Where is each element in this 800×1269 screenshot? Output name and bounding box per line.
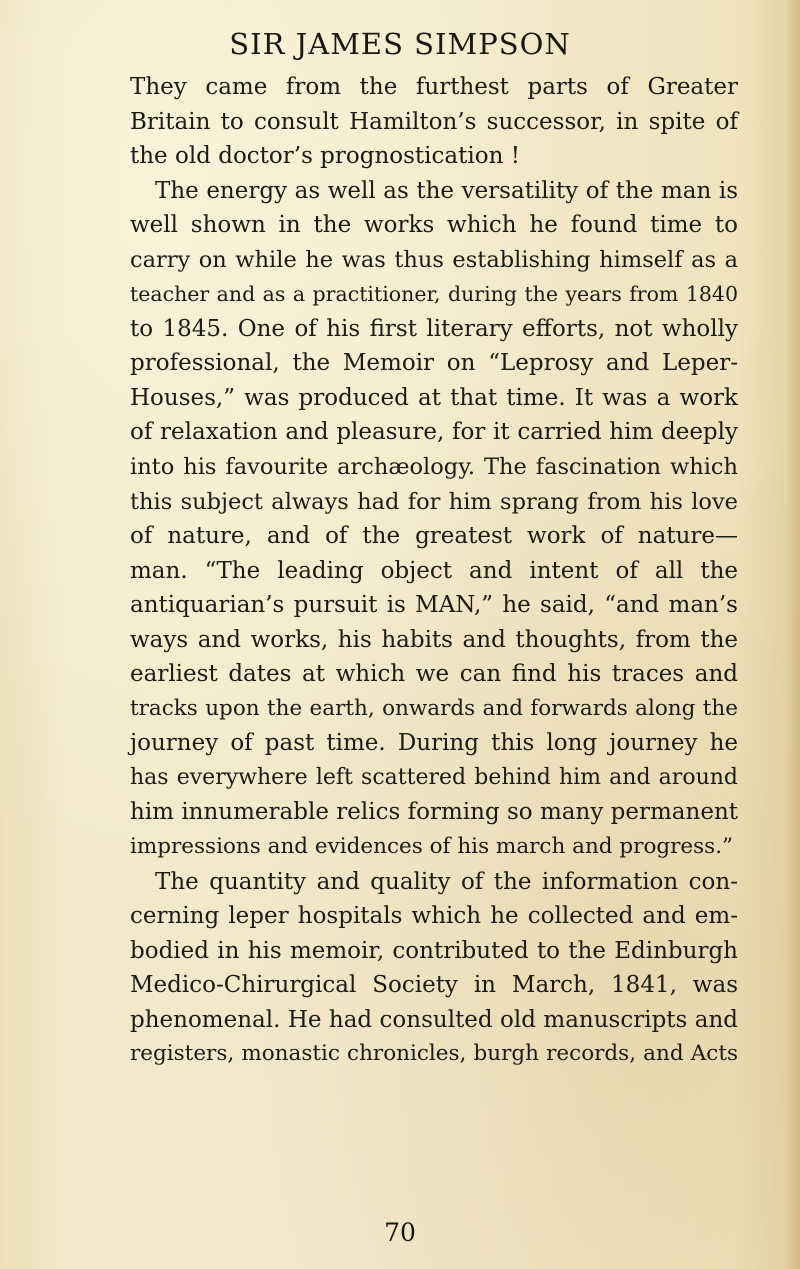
text-line: impressions and evidences of his march and progress.” <box>130 834 734 860</box>
text-line: of nature, and of the greatest work of nature— <box>130 523 738 550</box>
text-line: They came from the furthest parts of Greater <box>130 74 738 100</box>
text-line: journey of past time. During this long journey he <box>130 730 738 757</box>
page-number: 70 <box>384 1218 416 1247</box>
text-line: registers, monastic chronicles, burgh records, and Acts <box>130 1041 738 1067</box>
text-line: well shown in the works which he found time to <box>130 212 738 239</box>
text-line: tracks upon the earth, onwards and forwards along the <box>130 695 738 721</box>
text-line: earliest dates at which we can find his traces and <box>130 661 738 688</box>
text-line: to 1845. One of his first literary efforts, not wholly <box>130 315 738 342</box>
text-line: antiquarian’s pursuit is MAN,” he said, “and man’s <box>130 592 738 619</box>
text-line: phenomenal. He had consulted old manuscripts and <box>130 1006 738 1033</box>
text-line: into his favourite archæology. The fascination which <box>130 454 738 481</box>
text-line: carry on while he was thus establishing himself as a <box>130 246 738 273</box>
text-line: the old doctor’s prognostication ! <box>130 143 520 170</box>
page-edge-shadow <box>786 0 800 1269</box>
text-line: Houses,” was produced at that time. It was a work <box>130 384 738 411</box>
text-line: has everywhere left scattered behind him and around <box>130 764 738 790</box>
text-line: ways and works, his habits and thoughts, from the <box>130 626 738 653</box>
running-title: SIR JAMES SIMPSON <box>229 27 571 61</box>
text-line: The quantity and quality of the information con- <box>155 868 738 895</box>
text-line: of relaxation and pleasure, for it carried him deeply <box>130 419 738 446</box>
text-line: teacher and as a practitioner, during the years from 1840 <box>130 282 738 307</box>
body-text <box>130 70 738 1072</box>
text-line: man. “The leading object and intent of all the <box>130 557 738 584</box>
text-line: The energy as well as the versatility of the man is <box>155 177 738 204</box>
text-line: Britain to consult Hamilton’s successor, in spite of <box>130 108 738 135</box>
text-line: cerning leper hospitals which he collected and em- <box>130 903 738 930</box>
text-line: Medico-Chirurgical Society in March, 1841, was <box>130 972 738 999</box>
text-line: professional, the Memoir on “Leprosy and Leper- <box>130 350 738 377</box>
text-line: this subject always had for him sprang from his love <box>130 488 738 515</box>
text-line: bodied in his memoir, contributed to the Edinburgh <box>130 937 738 964</box>
text-line: him innumerable relics forming so many permanent <box>130 799 738 826</box>
